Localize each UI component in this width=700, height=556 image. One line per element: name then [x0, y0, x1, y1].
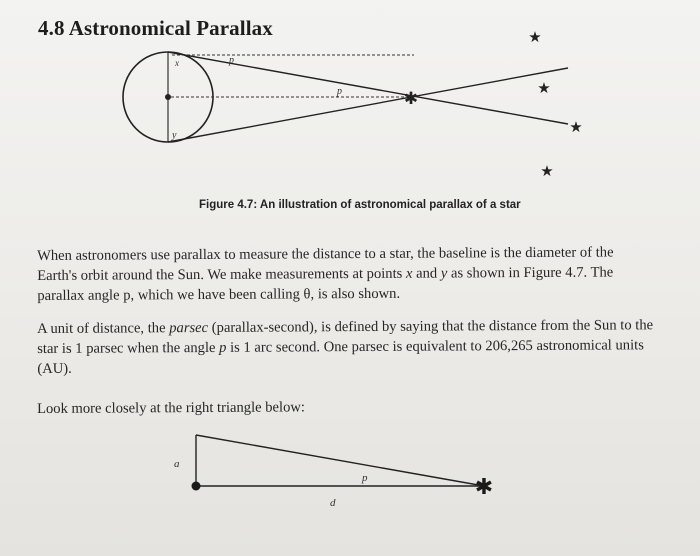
section-heading: 4.8 Astronomical Parallax	[38, 16, 273, 40]
text-span: A unit of distance, the	[37, 320, 170, 337]
triangle-hypotenuse	[196, 435, 484, 486]
variable-p: p	[219, 339, 227, 356]
background-star-icon: ★	[540, 164, 554, 180]
label-a: a	[174, 458, 180, 470]
text-line: parallax angle p, which we have been calling θ, is also shown.	[37, 285, 401, 304]
label-p-mid: p	[337, 86, 342, 97]
text-span: (parallax-second), is defined by saying that the distance from the Sun to the	[208, 317, 654, 336]
star-icon: ✱	[474, 474, 494, 499]
text-span: is 1 arc second. One parsec is equivalent to 206,265 astronomical units	[226, 337, 644, 356]
sight-line-from-y	[168, 68, 568, 142]
label-p: p	[362, 472, 368, 484]
sun-dot	[165, 94, 171, 100]
text-line	[37, 262, 677, 286]
term-parsec: parsec	[169, 319, 209, 337]
sight-line-from-x	[168, 52, 568, 124]
text-line: When astronomers use parallax to measure the distance to a star, the baseline is the diameter of the	[37, 244, 614, 264]
right-triangle-figure	[0, 420, 700, 540]
paragraph-parsec-definition	[37, 315, 677, 379]
variable-x: x	[405, 265, 413, 282]
label-p-top: p	[229, 55, 234, 66]
parallax-figure	[0, 0, 700, 210]
text-span: star is 1 parsec when the angle	[37, 339, 220, 357]
paragraph-parallax-baseline	[37, 242, 677, 306]
variable-y: y	[440, 265, 448, 282]
text-line: (AU).	[37, 360, 72, 377]
background-star-icon: ★	[537, 81, 551, 97]
text-span: and	[412, 265, 441, 282]
text-span: Earth's orbit around the Sun. We make measurements at points	[37, 265, 407, 284]
background-star-icon: ★	[528, 30, 542, 46]
background-star-icon: ★	[569, 120, 583, 136]
paragraph-right-triangle-intro: Look more closely at the right triangle below:	[37, 399, 305, 417]
sun-dot	[192, 482, 201, 491]
label-x: x	[175, 58, 179, 68]
text-span: as shown in Figure 4.7. The	[447, 264, 614, 282]
label-y: y	[172, 130, 177, 141]
label-d: d	[330, 497, 336, 509]
target-star-icon: ✱	[403, 89, 419, 108]
text-line	[37, 335, 677, 359]
figure-caption: Figure 4.7: An illustration of astronomical parallax of a star	[199, 199, 521, 211]
